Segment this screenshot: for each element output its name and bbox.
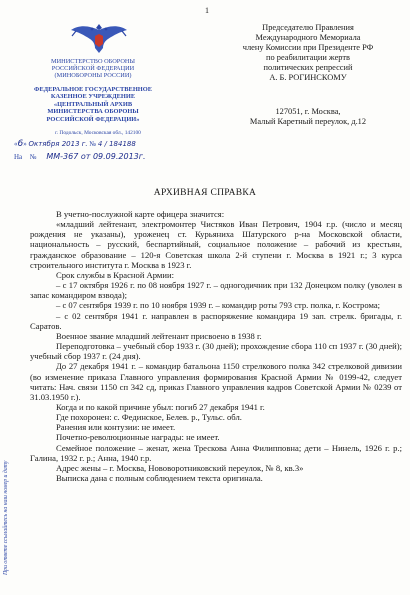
double-headed-eagle-emblem-icon: [68, 20, 130, 56]
body-paragraph: – с 02 сентября 1941 г. направлен в распоряжение командира 19 зап. стрелк. бригады, г. Саратов.: [30, 310, 402, 331]
body-paragraph: Где похоронен: с. Фединское, Белев. р., Тульс. обл.: [56, 412, 242, 423]
outgoing-number: 4 / 184188: [97, 140, 136, 148]
recipient-line: Международного Мемориала: [255, 33, 361, 42]
ministry-name: [18, 58, 168, 80]
archive-line: «ЦЕНТРАЛЬНЫЙ АРХИВ: [53, 100, 133, 108]
body-paragraph: Когда и по какой причине убыл: погиб 27 декабря 1941 г.: [56, 401, 265, 412]
recipient-name: А. Б. РОГИНСКОМУ: [269, 73, 347, 82]
body-paragraph: «младший лейтенант, электромонтер Чистяков Иван Петрович, 1904 г.р. (число и месяц рождения не указаны), уроженец ст. Курьяниха Шатурского р-на Московской области, национальность – русский, беспартийный, социальное положение – рабочий из крестьян, гражданское образование – 120-я Советская школа 2-й ступени г. Москва в 1921 г.; 3 курса строительного института г. Москва в 1923 г.: [30, 219, 402, 270]
number-label: №: [89, 140, 97, 148]
ministry-line: РОССИЙСКОЙ ФЕДЕРАЦИИ: [51, 65, 135, 73]
recipient-line: политических репрессий: [263, 63, 353, 72]
outgoing-day: 6: [17, 139, 24, 149]
recipient-address-line: Малый Каретный переулок, д.12: [249, 117, 367, 126]
body-paragraph: Ранения или контузии: не имеет.: [56, 422, 176, 433]
na-label: На: [14, 153, 23, 161]
body-paragraph: Семейное положение – женат, жена Трескова Анна Филипповна; дети – Нинель, 1926 г. р.; Галина, 1932 г. р.; Анна, 1940 г.р.: [30, 442, 402, 463]
body-paragraph: – с 07 сентября 1939 г. по 10 ноября 1939 г. – командир роты 793 стр. полка, г. Кострома;: [56, 300, 381, 311]
recipient-line: члену Комиссии при Президенте РФ: [242, 43, 374, 52]
body-paragraph: – с 17 октября 1926 г. по 08 ноября 1927 г. – одногодичник при 132 Донецком полку (уволен в запас командиром взвода);: [30, 280, 402, 301]
archive-name: [18, 86, 168, 123]
archive-address: г. Подольск, Московская обл., 142100: [55, 130, 141, 136]
body-paragraph: До 27 декабря 1941 г. – командир батальона 1150 стрелкового полка 342 стрелковой дивизии (во изменение приказа Главного управления формирования Красной Армии № 0199-42, следует читать: Нач. связи 1150 сп 342 сд, приказ Главного управления кадров Советской Армии № 0239 от 31.03.1950 г.).: [30, 361, 402, 402]
archive-line: МИНИСТЕРСТВА ОБОРОНЫ: [47, 108, 139, 116]
body-paragraph: Военное звание младший лейтенант присвоено в 1938 г.: [56, 330, 262, 341]
recipient-block: [214, 23, 402, 83]
outgoing-month-year: Октября 2013 г.: [28, 140, 88, 148]
ref-number-label: №: [29, 153, 37, 161]
quote-open: «: [14, 140, 18, 148]
recipient-address: [214, 107, 402, 127]
document-body: [30, 209, 402, 483]
recipient-address-line: 127051, г. Москва,: [275, 107, 341, 116]
archive-line: РОССИЙСКОЙ ФЕДЕРАЦИИ»: [46, 115, 140, 123]
page-number: 1: [205, 6, 209, 15]
body-paragraph: Адрес жены – г. Москва, Нововоротниковский переулок, № 8, кв.3»: [56, 462, 304, 473]
document-title: АРХИВНАЯ СПРАВКА: [153, 188, 257, 198]
incoming-ref-value: ММ-367 от 09.09.2013г.: [46, 152, 146, 161]
archive-line: ФЕДЕРАЛЬНОЕ ГОСУДАРСТВЕННОЕ: [34, 86, 152, 93]
body-paragraph: Почетно-революционные награды: не имеет.: [56, 432, 220, 443]
body-paragraph: Переподготовка – учебный сбор 1933 г. (30 дней); прохождение сбора 110 сп 1937 г. (30 дней); учебный сбор 1937 г. (24 дня).: [30, 341, 402, 362]
body-paragraph: В учетно-послужной карте офицера значится:: [56, 209, 225, 219]
body-paragraph: Выписка дана с полным соблюдением текста оригинала.: [56, 473, 263, 484]
recipient-line: по реабилитации жертв: [266, 53, 350, 62]
archive-line: КАЗЕННОЕ УЧРЕЖДЕНИЕ: [50, 93, 136, 101]
side-note: При ответе ссылайтесь на наш номер и дату: [3, 460, 9, 575]
body-paragraph: Срок службы в Красной Армии:: [56, 269, 174, 280]
ministry-line: МИНИСТЕРСТВО ОБОРОНЫ: [51, 58, 135, 65]
incoming-reference: [14, 152, 146, 161]
outgoing-date-number: [14, 139, 136, 149]
quote-close: »: [23, 140, 27, 148]
ministry-line: (МИНОБОРОНЫ РОССИИ): [54, 72, 132, 80]
recipient-line: Председателю Правления: [262, 23, 354, 32]
